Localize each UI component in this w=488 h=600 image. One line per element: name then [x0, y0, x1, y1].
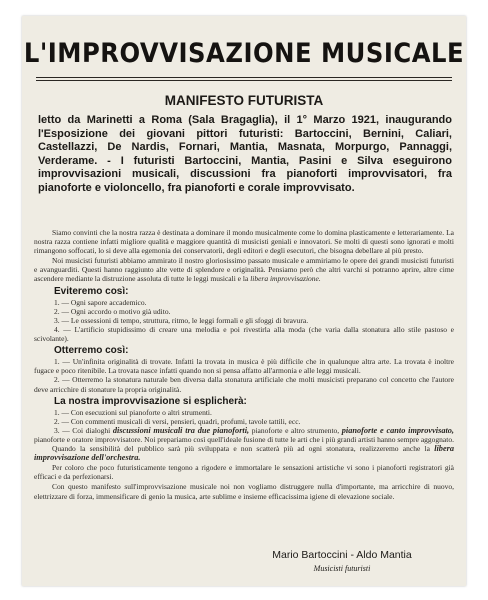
paragraph-3-text: Quando la sensibilità del pubblico sarà più sviluppata e non scatterà più ad ogni stonatura, realizzeremo anche la — [52, 444, 430, 454]
title-rule-bottom — [36, 80, 452, 81]
intro-paragraph: letto da Marinetti a Roma (Sala Bragaglia), il 1° Marzo 1921, inaugurando l'Esposizione dei giovani pittori futuristi: Bartoccini, Bernini, Caliari, Castellazzi, De Nardis, Fornari, Mantia, Masnata, Morpurgo, Pannaggi, Verderame. - I futuristi Bartoccini, Mantia, Pasini e Silva eseguirono improvvisazioni musicali, discussioni fra pianoforti improvvisatori, fra pianoforte e violoncello, fra pianoforti e corale improvvisato. — [38, 114, 452, 194]
explain-3-text-c: pianoforte e oratore improvvisatore. Noi prepariamo così quell'ideale fusione di tutte le arti che i più grandi artisti hanno sempre aggognato. — [34, 434, 454, 444]
body-paragraph-2 — [34, 256, 454, 283]
explain-3-bold-2: pianoforte e canto improvvisato, — [341, 425, 455, 435]
title-rule-top — [36, 77, 452, 78]
list-item: 2. — Otterremo la stonatura naturale ben diversa dalla stonatura artificiale che molti musicisti preparano col concetto che l'autore deve arricchire di stonature la propria originalità. — [34, 375, 454, 394]
manifesto-body — [34, 228, 454, 502]
list-item: 1. — Un'infinita originalità di trovate. Infatti la trovata in musica è più difficile che in qualunque altra arte. La trovata è inoltre fugace e poco ritenibile. La trovata nasce infatti quando non si pensa affatto all'armonia e alle leggi musicali. — [34, 357, 454, 376]
heading-obtain: Otterremo così: — [54, 345, 129, 357]
signature: Mario Bartoccini - Aldo Mantia — [272, 549, 412, 561]
heading-avoid: Eviteremo così: — [54, 285, 129, 297]
explain-3-text-b: pianoforte e altro strumento, — [251, 425, 340, 435]
explain-3-text-a: 3. — Coi dialoghi — [54, 425, 111, 435]
heading-explain: La nostra improvvisazione si esplicherà: — [54, 395, 247, 407]
body-paragraph-4: Per coloro che poco futuristicamente tengono a rigodere e immortalare le sensazioni artistiche vi sono i pianoforti registratori già efficaci e da perfezionarsi. — [34, 463, 454, 482]
list-item: 1. — Con esecuzioni sul pianoforte o altri strumenti. — [54, 407, 212, 417]
document-title: L'IMPROVVISAZIONE MUSICALE — [23, 38, 465, 69]
signature-subtitle: Musicisti futuristi — [313, 564, 371, 573]
explain-3-bold-1: discussioni musicali tra due pianoforti, — [112, 425, 250, 435]
body-paragraph-5: Con questo manifesto sull'improvvisazione musicale noi non vogliamo distruggere nulla d'importante, ma arricchire di nuovo, elettrizzare di forza, immensificare di genio la musica, arte sublime e insieme efficacissima igiene di elevazione sociale. — [34, 482, 454, 501]
list-item: 1. — Ogni sapore accademico. — [54, 297, 147, 307]
paragraph-2-text: Noi musicisti futuristi abbiamo ammirato il nostro gloriosissimo passato musicale e ammiriamo le opere dei grandi musicisti futuristi e avanguarditi. Questi hanno raggiunto alte vette di splendore e originalità. Pensiamo però che altri varchi si potranno aprire, altre cime ascendere mediante la distruzione assoluta di tutte le leggi musicali e la — [34, 256, 454, 284]
obtain-list — [34, 357, 454, 393]
avoid-list — [34, 298, 454, 343]
paragraph-3-bold: libera improvvisazione dell'orchestra. — [34, 444, 455, 463]
body-paragraph-1: Siamo convinti che la nostra razza è destinata a dominare il mondo musicalmente come lo domina plasticamente e letterariamente. La nostra razza contiene infatti migliore qualità e maggiore quantità di musicisti geniali e innovatori. Se molti di questi sono ignorati e molti rimangono soffocati, lo si deve alla egemonia dei conservatorii, degli editori e degli esecutori, che bisogna debellare al più presto. — [34, 228, 454, 256]
list-item: 2. — Con commenti musicali di versi, pensieri, quadri, profumi, tavole tattili, ecc. — [54, 416, 301, 426]
explain-list — [34, 408, 454, 444]
document-subtitle: MANIFESTO FUTURISTA — [164, 93, 324, 108]
list-item: 3. — Le ossessioni di tempo, struttura, ritmo, le leggi formali e gli sfoggi di bravura. — [54, 315, 309, 325]
manifesto-sheet — [22, 16, 466, 586]
body-paragraph-3 — [34, 444, 454, 462]
paragraph-2-italic: libera improvvisazione. — [250, 274, 321, 284]
list-item — [34, 426, 454, 444]
list-item: 4. — L'artificio stupidissimo di creare una melodia e poi rivestirla alla moda (che varia dalla stonatura allo stile pastoso e scivolante). — [34, 324, 454, 344]
list-item: 2. — Ogni accordo o motivo già udito. — [54, 306, 171, 316]
